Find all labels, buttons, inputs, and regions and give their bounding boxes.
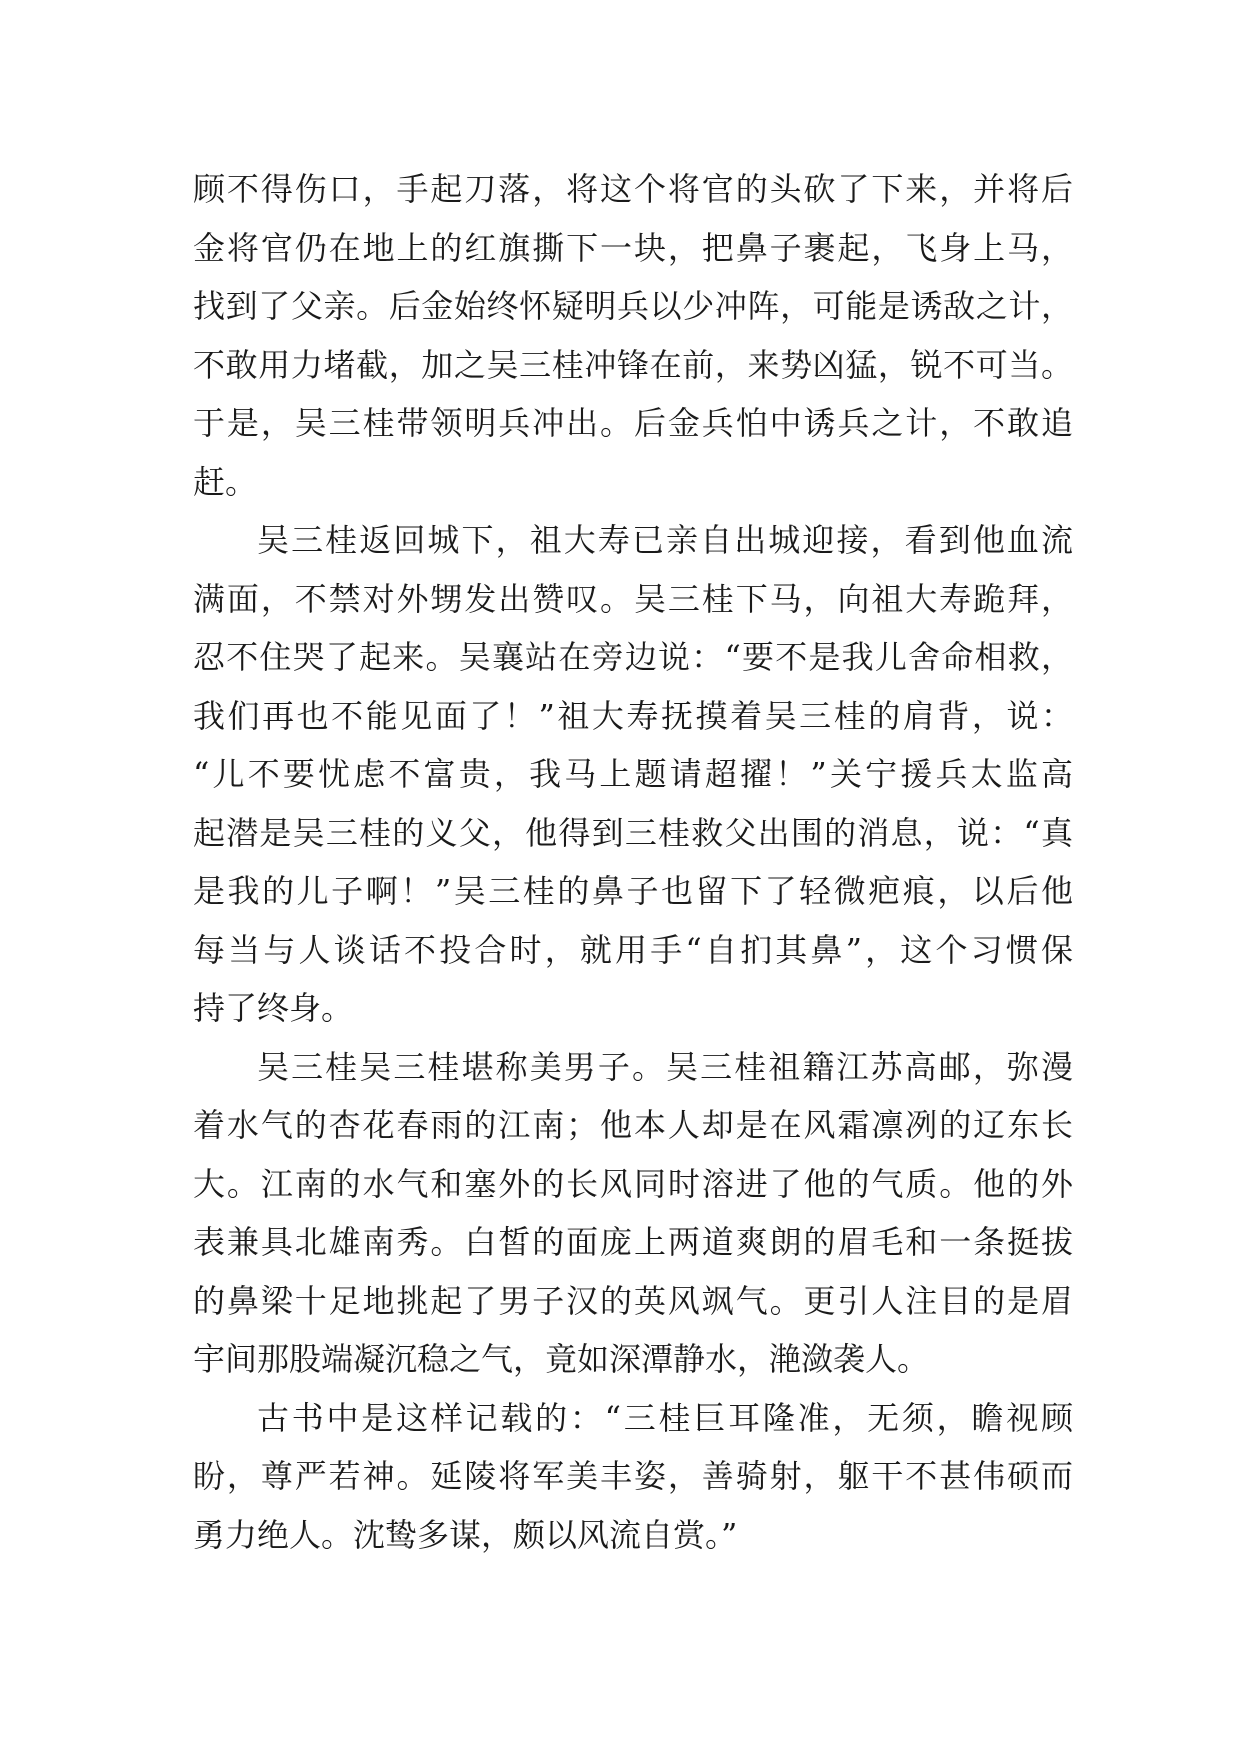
paragraph-first-line: 吴三桂吴三桂堪称美男子。吴三桂祖籍江苏高邮，弥漫 (257, 1047, 1073, 1086)
text-line: 于是，吴三桂带领明兵冲出。后金兵怕中诱兵之计，不敢追 (193, 404, 1073, 442)
text-line: 每当与人谈话不投合时，就用手“自扪其鼻”，这个习惯保 (193, 930, 1073, 969)
text-line: 找到了父亲。后金始终怀疑明兵以少冲阵，可能是诱敌之计， (193, 287, 1073, 325)
text-line: 表兼具北雄南秀。白皙的面庞上两道爽朗的眉毛和一条挺拔 (193, 1223, 1073, 1261)
document-body (193, 160, 1073, 1564)
text-line: 不敢用力堵截，加之吴三桂冲锋在前，来势凶猛，锐不可当。 (193, 345, 1073, 384)
text-line: 勇力绝人。沈鸷多谋，颇以风流自赏。” (193, 1515, 738, 1554)
text-line: 着水气的杏花春雨的江南；他本人却是在风霜凛冽的辽东长 (193, 1106, 1073, 1144)
text-line: 的鼻梁十足地挑起了男子汉的英风飒气。更引人注目的是眉 (193, 1281, 1073, 1320)
text-line: 大。江南的水气和塞外的长风同时溶进了他的气质。他的外 (193, 1164, 1073, 1203)
text-line: 是我的儿子啊！”吴三桂的鼻子也留下了轻微疤痕，以后他 (193, 872, 1073, 910)
text-line: 满面，不禁对外甥发出赞叹。吴三桂下马，向祖大寿跪拜， (193, 579, 1073, 618)
text-line: 持了终身。 (193, 989, 354, 1027)
text-line: 盼，尊严若神。延陵将军美丰姿，善骑射，躯干不甚伟硕而 (193, 1457, 1073, 1495)
text-line: 赶。 (193, 462, 258, 501)
paragraph-first-line: 吴三桂返回城下，祖大寿已亲自出城迎接，看到他血流 (257, 521, 1073, 559)
text-line: 忍不住哭了起来。吴襄站在旁边说：“要不是我儿舍命相救， (193, 638, 1073, 676)
paragraph-first-line: 古书中是这样记载的：“三桂巨耳隆准，无须，瞻视顾 (257, 1398, 1073, 1437)
text-line: 金将官仍在地上的红旗撕下一块，把鼻子裹起，飞身上马， (193, 228, 1073, 267)
text-line: “儿不要忧虑不富贵，我马上题请超擢！”关宁援兵太监高 (193, 755, 1073, 793)
text-line: 顾不得伤口，手起刀落，将这个将官的头砍了下来，并将后 (193, 170, 1073, 208)
text-line: 我们再也不能见面了！”祖大寿抚摸着吴三桂的肩背，说： (193, 696, 1073, 735)
text-line: 宇间那股端凝沉稳之气，竟如深潭静水，滟潋袭人。 (193, 1340, 930, 1378)
text-line: 起潜是吴三桂的义父，他得到三桂救父出围的消息，说：“真 (193, 813, 1073, 852)
